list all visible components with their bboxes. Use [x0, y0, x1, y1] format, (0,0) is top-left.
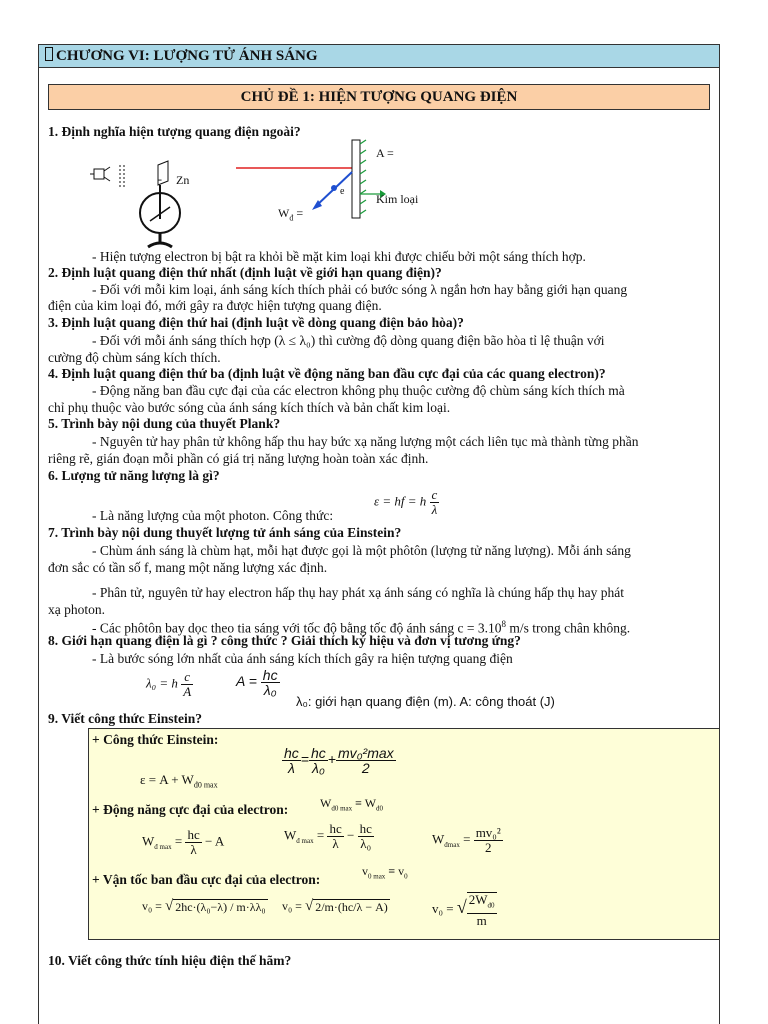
q6-body: - Là năng lượng của một photon. Công thức:: [92, 508, 334, 523]
q3-title: 3. Định luật quang điện thứ hai (định luật về dòng quang điện bảo hòa)?: [48, 315, 464, 330]
q2-title: 2. Định luật quang điện thứ nhất (định luật về giới hạn quang điện)?: [48, 265, 442, 280]
electroscope-figure: [88, 155, 198, 255]
velocity-identity: $v_{0 max} \equiv v_0$: [362, 864, 408, 881]
einstein-energy-formula: $\varepsilon = A + W_{đ0 max}$: [140, 772, 218, 790]
kinetic-energy-heading: + Động năng cực đại của electron:: [92, 802, 289, 817]
q8-body: - Là bước sóng lớn nhất của ánh sáng kích thích gây ra hiện tượng quang điện: [92, 651, 513, 666]
chapter-title-bar: [38, 44, 720, 68]
minus-label: -: [158, 172, 162, 186]
q4-line1: - Động năng ban đầu cực đại của các electron không phụ thuộc cường độ chùm sáng kích thích mà: [92, 383, 625, 398]
velocity-formula-2: v₀ = √ 2/m·(hc/λ − A): [282, 898, 388, 915]
kinetic-energy-identity: $W_{đ0 max} \equiv W_{đ0}$: [320, 796, 384, 813]
q5-line2: riêng rẽ, gián đoạn mỗi phần có giá trị năng lượng hoàn toàn xác định.: [48, 451, 429, 466]
topic-heading: CHỦ ĐỀ 1: HIỆN TƯỢNG QUANG ĐIỆN: [48, 84, 710, 110]
q4-line2: chỉ phụ thuộc vào bước sóng của ánh sáng kích thích và bản chất kim loại.: [48, 400, 451, 415]
q6-title: 6. Lượng tử năng lượng là gì?: [48, 468, 220, 483]
electron-dot: [331, 185, 337, 191]
q4-title: 4. Định luật quang điện thứ ba (định luật về động năng ban đầu cực đại của các quang electron)?: [48, 366, 606, 381]
q7-p1b: đơn sắc có tần số f, mang một năng lượng xác định.: [48, 560, 328, 575]
lamp-icon: [90, 165, 124, 187]
q9-title: 9. Viết công thức Einstein?: [48, 711, 202, 726]
work-function-formula: A = $\frac{hc}{\text{λ₀}}$: [236, 667, 278, 698]
q1-title: 1. Định nghĩa hiện tượng quang điện ngoài?: [48, 124, 301, 139]
q2-line1: - Đối với mỗi kim loại, ánh sáng kích thích phải có bước sóng λ ngắn hơn hay bằng giới hạn quang: [92, 282, 628, 297]
metal-label: Kim loại: [376, 192, 419, 206]
q10-title: 10. Viết công thức tính hiệu điện thế hãm?: [48, 953, 292, 968]
q8-note: λ₀: giới hạn quang điện (m). A: công thoát (J): [296, 694, 555, 709]
kinetic-energy-formula-2: $W_{đ max}$ = $\frac{hc}{\lambda}$ − $\frac{hc}{\text{λ₀}}$: [284, 821, 372, 851]
zn-label: Zn: [176, 173, 190, 187]
work-function-label: A =: [376, 146, 394, 160]
chapter-title: CHƯƠNG VI: LƯỢNG TỬ ÁNH SÁNG: [56, 48, 318, 64]
velocity-formula-1: v₀ = √ 2hc·(λ₀−λ) / m·λλ₀: [142, 898, 266, 915]
q7-p1a: - Chùm ánh sáng là chùm hạt, mỗi hạt được gọi là một phôtôn (lượng tử năng lượng). Mỗi ánh sáng: [92, 543, 631, 558]
photon-energy-formula: ε = hf = h $\frac{c}{\lambda}$: [374, 487, 438, 517]
photoelectric-figure: [236, 136, 396, 226]
einstein-wavelength-formula: $\frac{hc}{\lambda}$ = $\frac{hc}{\text{λ₀}}$ + $\frac{\text{mv₀²max}}{2}$: [284, 745, 394, 776]
q7-title: 7. Trình bày nội dung thuyết lượng tử ánh sáng của Einstein?: [48, 525, 402, 540]
kinetic-energy-formula-3: $W_{đmax}$ = $\frac{\text{mv₀²}}{2}$: [432, 825, 501, 855]
checkbox-icon: [45, 47, 53, 61]
einstein-heading: + Công thức Einstein:: [92, 732, 219, 747]
kinetic-energy-label: $W_đ$ =: [278, 206, 304, 223]
electron-label: e: [340, 186, 345, 197]
velocity-formula-3: v₀ = √ $\frac{2W_{đ0}}{m}$: [432, 892, 495, 928]
q3-line1: - Đối với mỗi ánh sáng thích hợp (λ ≤ λ₀) thì cường độ dòng quang điện bão hòa tỉ lệ thuận với: [92, 333, 605, 348]
q1-body: - Hiện tượng electron bị bật ra khỏi bề mặt kim loại khi được chiếu bởi một sáng thích hợp.: [92, 249, 586, 264]
q3-line2: cường độ chùm sáng kích thích.: [48, 350, 221, 365]
q5-title: 5. Trình bày nội dung của thuyết Plank?: [48, 416, 281, 431]
q7-p2b: xạ photon.: [48, 602, 105, 617]
q7-p3: - Các phôtôn bay dọc theo tia sáng với tốc độ bằng tốc độ ánh sáng $c = 3.10^8$ m/s trong chân không.: [92, 619, 631, 636]
kinetic-energy-formula-1: $W_{đ max}$ = $\frac{hc}{\lambda}$ − A: [142, 827, 225, 857]
q2-line2: điện của kim loại đó, mới gây ra được hiện tượng quang điện.: [48, 298, 382, 313]
q7-p2a: - Phân tử, nguyên tử hay electron hấp thụ hay phát xạ ánh sáng có nghĩa là chúng hấp thụ hay phát: [92, 585, 624, 600]
metal-plate: [352, 140, 360, 218]
q8-title: 8. Giới hạn quang điện là gì ? công thức ? Giải thích ký hiệu và đơn vị tương ứng?: [48, 633, 521, 648]
velocity-heading: + Vận tốc ban đầu cực đại của electron:: [92, 872, 321, 887]
q5-line1: - Nguyên tử hay phân tử không hấp thu hay bức xạ năng lượng một cách liên tục mà thành từng phần: [92, 434, 639, 449]
threshold-wavelength-formula: λ₀ = h $\frac{c}{A}$: [146, 669, 192, 699]
